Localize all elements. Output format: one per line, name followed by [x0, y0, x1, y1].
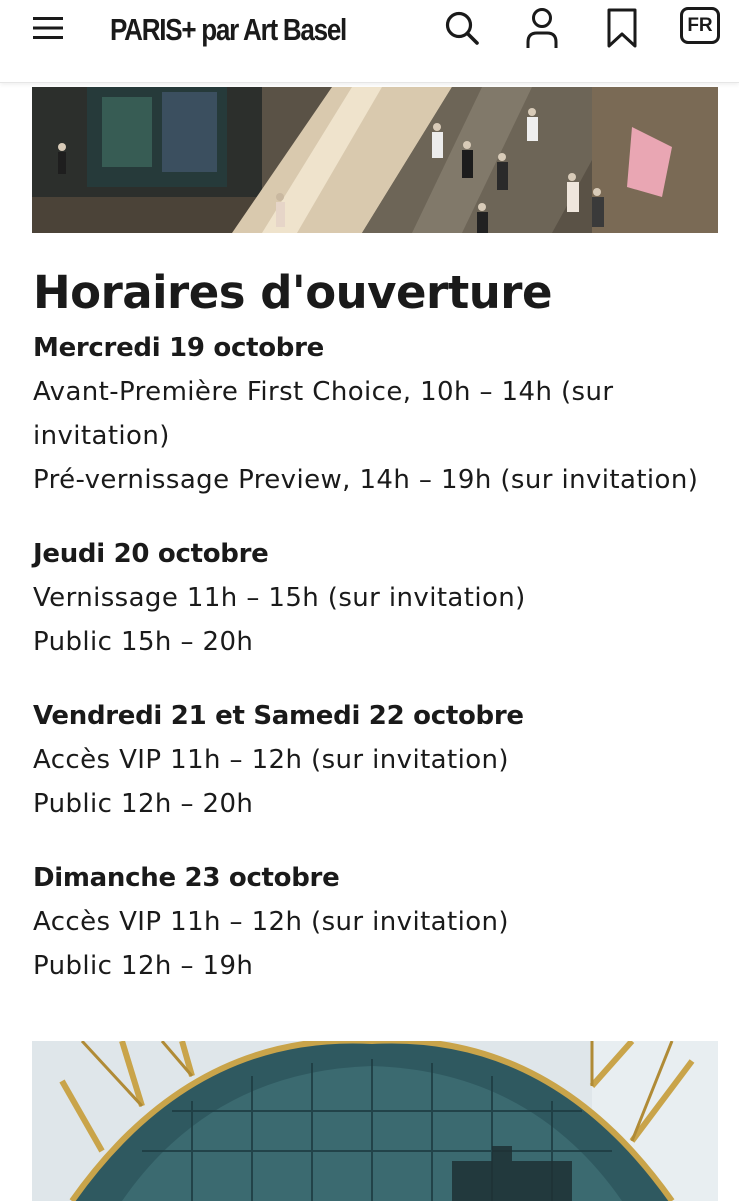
- day-block: [33, 326, 719, 502]
- site-logo[interactable]: PARIS+ par Art Basel: [110, 12, 347, 47]
- fair-escalator-photo: [32, 87, 718, 233]
- schedule-line: Accès VIP 11h – 12h (sur invitation): [33, 907, 509, 937]
- day-heading: Dimanche 23 octobre: [33, 863, 340, 893]
- site-header: [0, 0, 739, 83]
- bookmark-icon[interactable]: [600, 4, 644, 52]
- day-block: [33, 694, 719, 826]
- page-title: Horaires d'ouverture: [33, 266, 552, 319]
- schedule-line: Accès VIP 11h – 12h (sur invitation): [33, 745, 509, 775]
- schedule-line: Public 15h – 20h: [33, 627, 254, 657]
- schedule-line: Public 12h – 20h: [33, 789, 254, 819]
- grand-palais-glass-dome-photo: [32, 1041, 718, 1201]
- opening-hours-section: [33, 258, 719, 988]
- schedule-line: Pré-vernissage Preview, 14h – 19h (sur invitation): [33, 465, 699, 495]
- day-heading: Jeudi 20 octobre: [33, 539, 269, 569]
- user-icon[interactable]: [520, 4, 564, 52]
- day-heading: Mercredi 19 octobre: [33, 333, 324, 363]
- schedule-line: Public 12h – 19h: [33, 951, 254, 981]
- schedule-line: Avant-Première First Choice, 10h – 14h (sur invitation): [33, 377, 614, 451]
- day-block: [33, 856, 719, 988]
- hamburger-menu-icon[interactable]: [28, 8, 68, 48]
- language-switch-button[interactable]: FR: [680, 7, 720, 44]
- schedule-line: Vernissage 11h – 15h (sur invitation): [33, 583, 526, 613]
- day-block: [33, 532, 719, 664]
- day-heading: Vendredi 21 et Samedi 22 octobre: [33, 701, 524, 731]
- search-icon[interactable]: [440, 6, 484, 50]
